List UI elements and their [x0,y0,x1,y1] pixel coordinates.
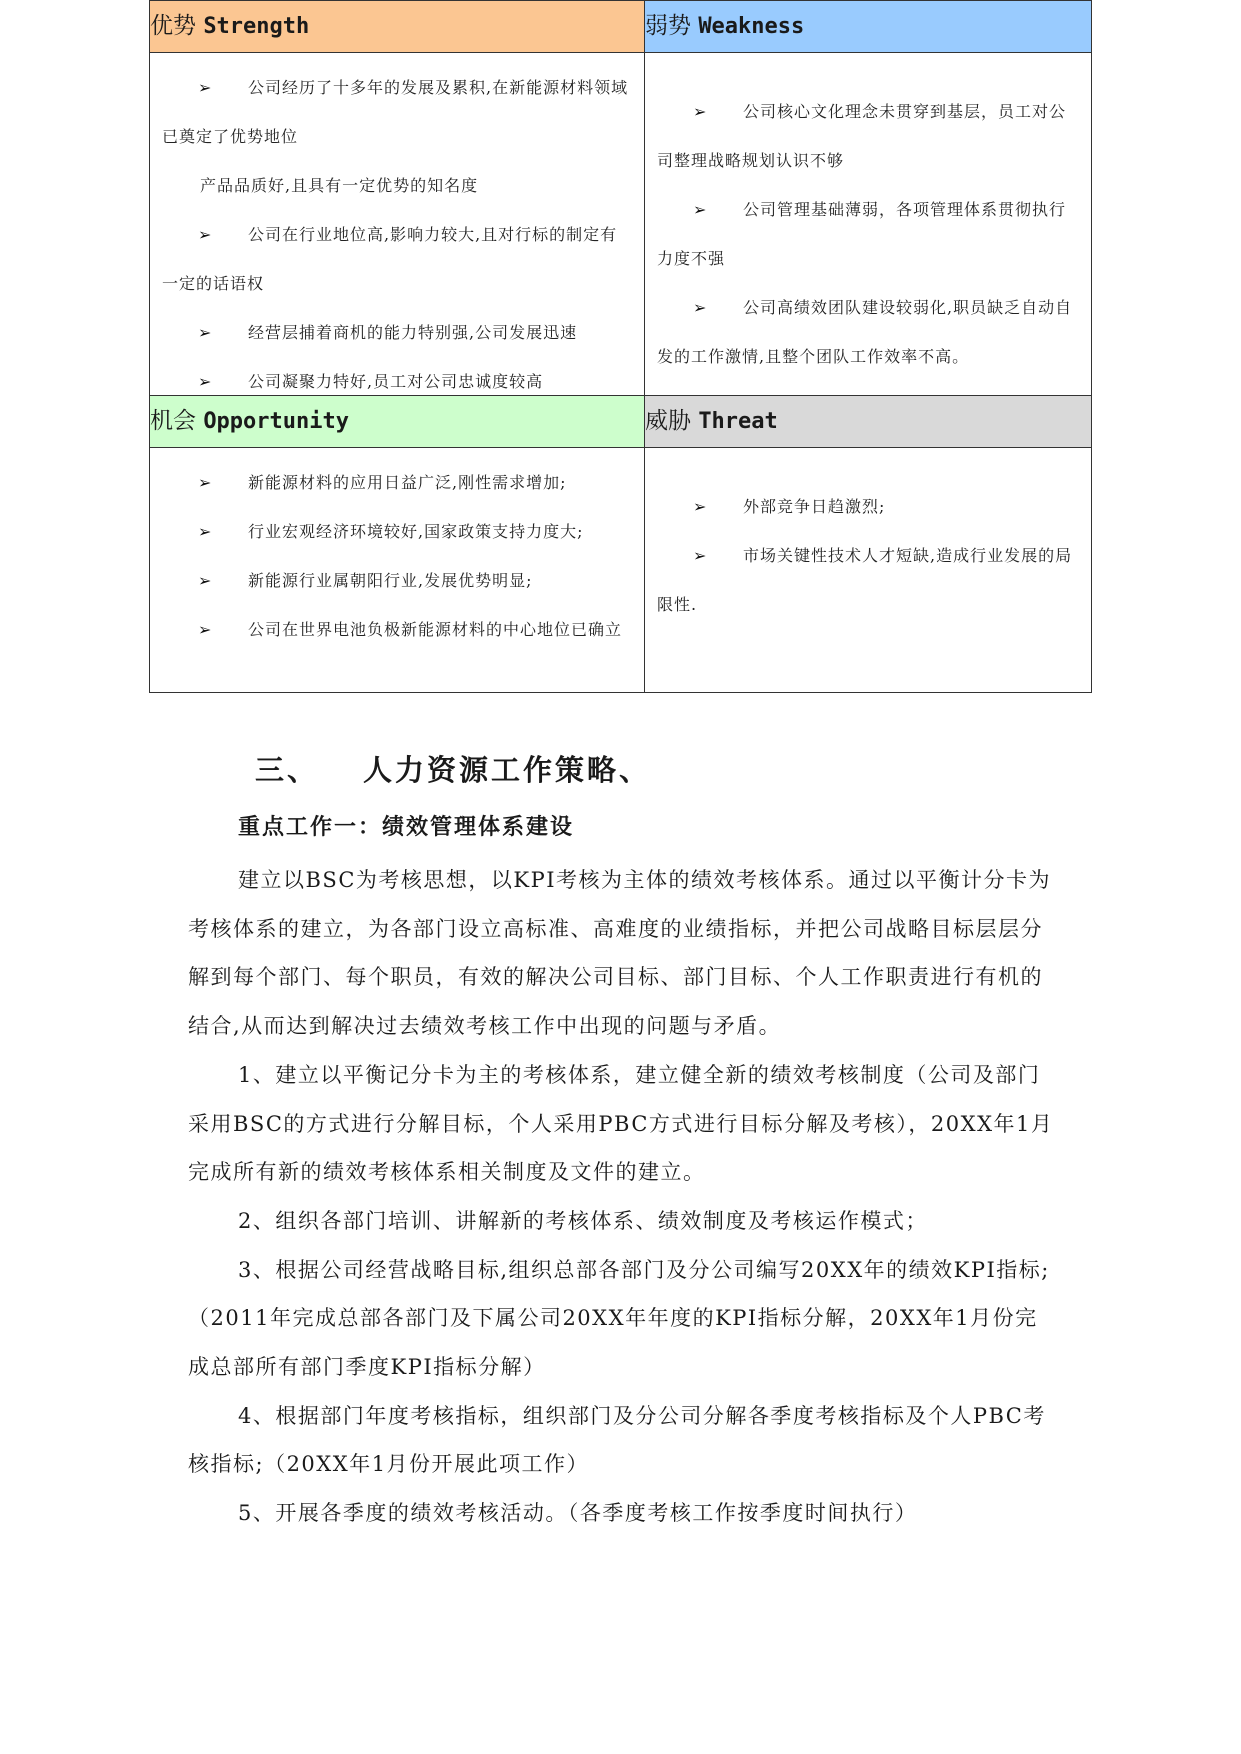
swot-item-text: 外部竞争日趋激烈; [743,497,886,516]
swot-item [657,283,1079,381]
opportunity-title-en: Opportunity [203,409,350,434]
swot-cell-weakness [645,53,1092,396]
swot-item [657,87,1079,185]
swot-item [162,605,632,654]
swot-item [657,482,1079,531]
swot-header-threat [645,396,1092,448]
swot-item-text: 公司在行业地位高,影响力较大,且对行标的制定有一定的话语权 [162,225,618,293]
arrow-bullet-icon: ➢ [198,522,213,541]
arrow-bullet-icon: ➢ [693,298,708,317]
swot-item-text: 新能源材料的应用日益广泛,刚性需求增加; [248,473,567,492]
swot-item [162,63,632,161]
arrow-bullet-icon: ➢ [198,78,213,97]
swot-header-weakness [645,1,1092,53]
swot-item [162,556,632,605]
body-paragraph: 4、根据部门年度考核指标，组织部门及分公司分解各季度考核指标及个人PBC考核指标;（20XX年1月份开展此项工作） [188,1403,1046,1477]
swot-header-strength [150,1,645,53]
arrow-bullet-icon: ➢ [198,372,213,391]
swot-item [657,185,1079,283]
swot-item [162,308,632,357]
swot-item [162,161,632,210]
swot-cell-threat [645,448,1092,693]
arrow-bullet-icon: ➢ [198,225,213,244]
section-body [188,856,1058,1538]
swot-item-text: 市场关键性技术人才短缺,造成行业发展的局限性. [657,546,1073,614]
body-paragraph: 建立以BSC为考核思想，以KPI考核为主体的绩效考核体系。通过以平衡计分卡为考核体系的建立，为各部门设立高标准、高难度的业绩指标，并把公司战略目标层层分解到每个部门、每个职员，有效的解决公司目标、部门目标、个人工作职责进行有机的结合,从而达到解决过去绩效考核工作中出现的问题与矛盾。 [188,868,1051,1039]
swot-item-text: 经营层捕着商机的能力特别强,公司发展迅速 [248,323,578,342]
arrow-bullet-icon: ➢ [693,102,708,121]
swot-item [162,458,632,507]
strength-title-en: Strength [203,14,310,39]
section-subtitle: 重点工作一：绩效管理体系建设 [238,814,575,840]
arrow-bullet-icon: ➢ [198,571,213,590]
swot-item [162,210,632,308]
swot-item-text: 产品品质好,且具有一定优势的知名度 [200,176,479,195]
swot-item-text: 公司在世界电池负极新能源材料的中心地位已确立 [248,620,623,639]
section-number: 三、 [255,753,320,787]
arrow-bullet-icon: ➢ [198,620,213,639]
swot-cell-strength [150,53,645,396]
threat-title-en: Threat [698,409,778,434]
swot-item-text: 公司管理基础薄弱，各项管理体系贯彻执行力度不强 [657,200,1067,268]
arrow-bullet-icon: ➢ [198,323,213,342]
body-paragraph: 2、组织各部门培训、讲解新的考核体系、绩效制度及考核运作模式； [238,1208,928,1233]
swot-cell-opportunity [150,448,645,693]
swot-item-text: 公司核心文化理念未贯穿到基层，员工对公司整理战略规划认识不够 [657,102,1067,170]
section-title [255,748,651,789]
swot-item [162,357,632,406]
swot-item-text: 新能源行业属朝阳行业,发展优势明显; [248,571,533,590]
opportunity-title-cn: 机会 [150,408,196,434]
body-paragraph: 3、根据公司经营战略目标,组织总部各部门及分公司编写20XX年的绩效KPI指标;（2011年完成总部各部门及下属公司20XX年年度的KPI指标分解，20XX年1月份完成总部所有部门季度KPI指标分解） [188,1257,1050,1380]
swot-item-text: 公司凝聚力特好,员工对公司忠诚度较高 [248,372,544,391]
threat-title-cn: 威胁 [645,408,691,434]
swot-item [162,507,632,556]
body-paragraph: 1、建立以平衡记分卡为主的考核体系，建立健全新的绩效考核制度（公司及部门采用BSC的方式进行分解目标，个人采用PBC方式进行目标分解及考核），20XX年1月完成所有新的绩效考核体系相关制度及文件的建立。 [188,1062,1054,1185]
body-paragraph: 5、开展各季度的绩效考核活动。（各季度考核工作按季度时间执行） [238,1501,918,1526]
arrow-bullet-icon: ➢ [693,497,708,516]
swot-table [149,0,1092,693]
arrow-bullet-icon: ➢ [693,546,708,565]
swot-item-text: 公司经历了十多年的发展及累积,在新能源材料领域已奠定了优势地位 [162,78,629,146]
swot-item [657,531,1079,629]
swot-item-text: 公司高绩效团队建设较弱化,职员缺乏自动自发的工作激情,且整个团队工作效率不高。 [657,298,1073,366]
section-title-text: 人力资源工作策略、 [363,753,652,787]
swot-item-text: 行业宏观经济环境较好,国家政策支持力度大; [248,522,584,541]
arrow-bullet-icon: ➢ [693,200,708,219]
weakness-title-cn: 弱势 [645,13,691,39]
arrow-bullet-icon: ➢ [198,473,213,492]
weakness-title-en: Weakness [698,14,805,39]
strength-title-cn: 优势 [150,13,196,39]
